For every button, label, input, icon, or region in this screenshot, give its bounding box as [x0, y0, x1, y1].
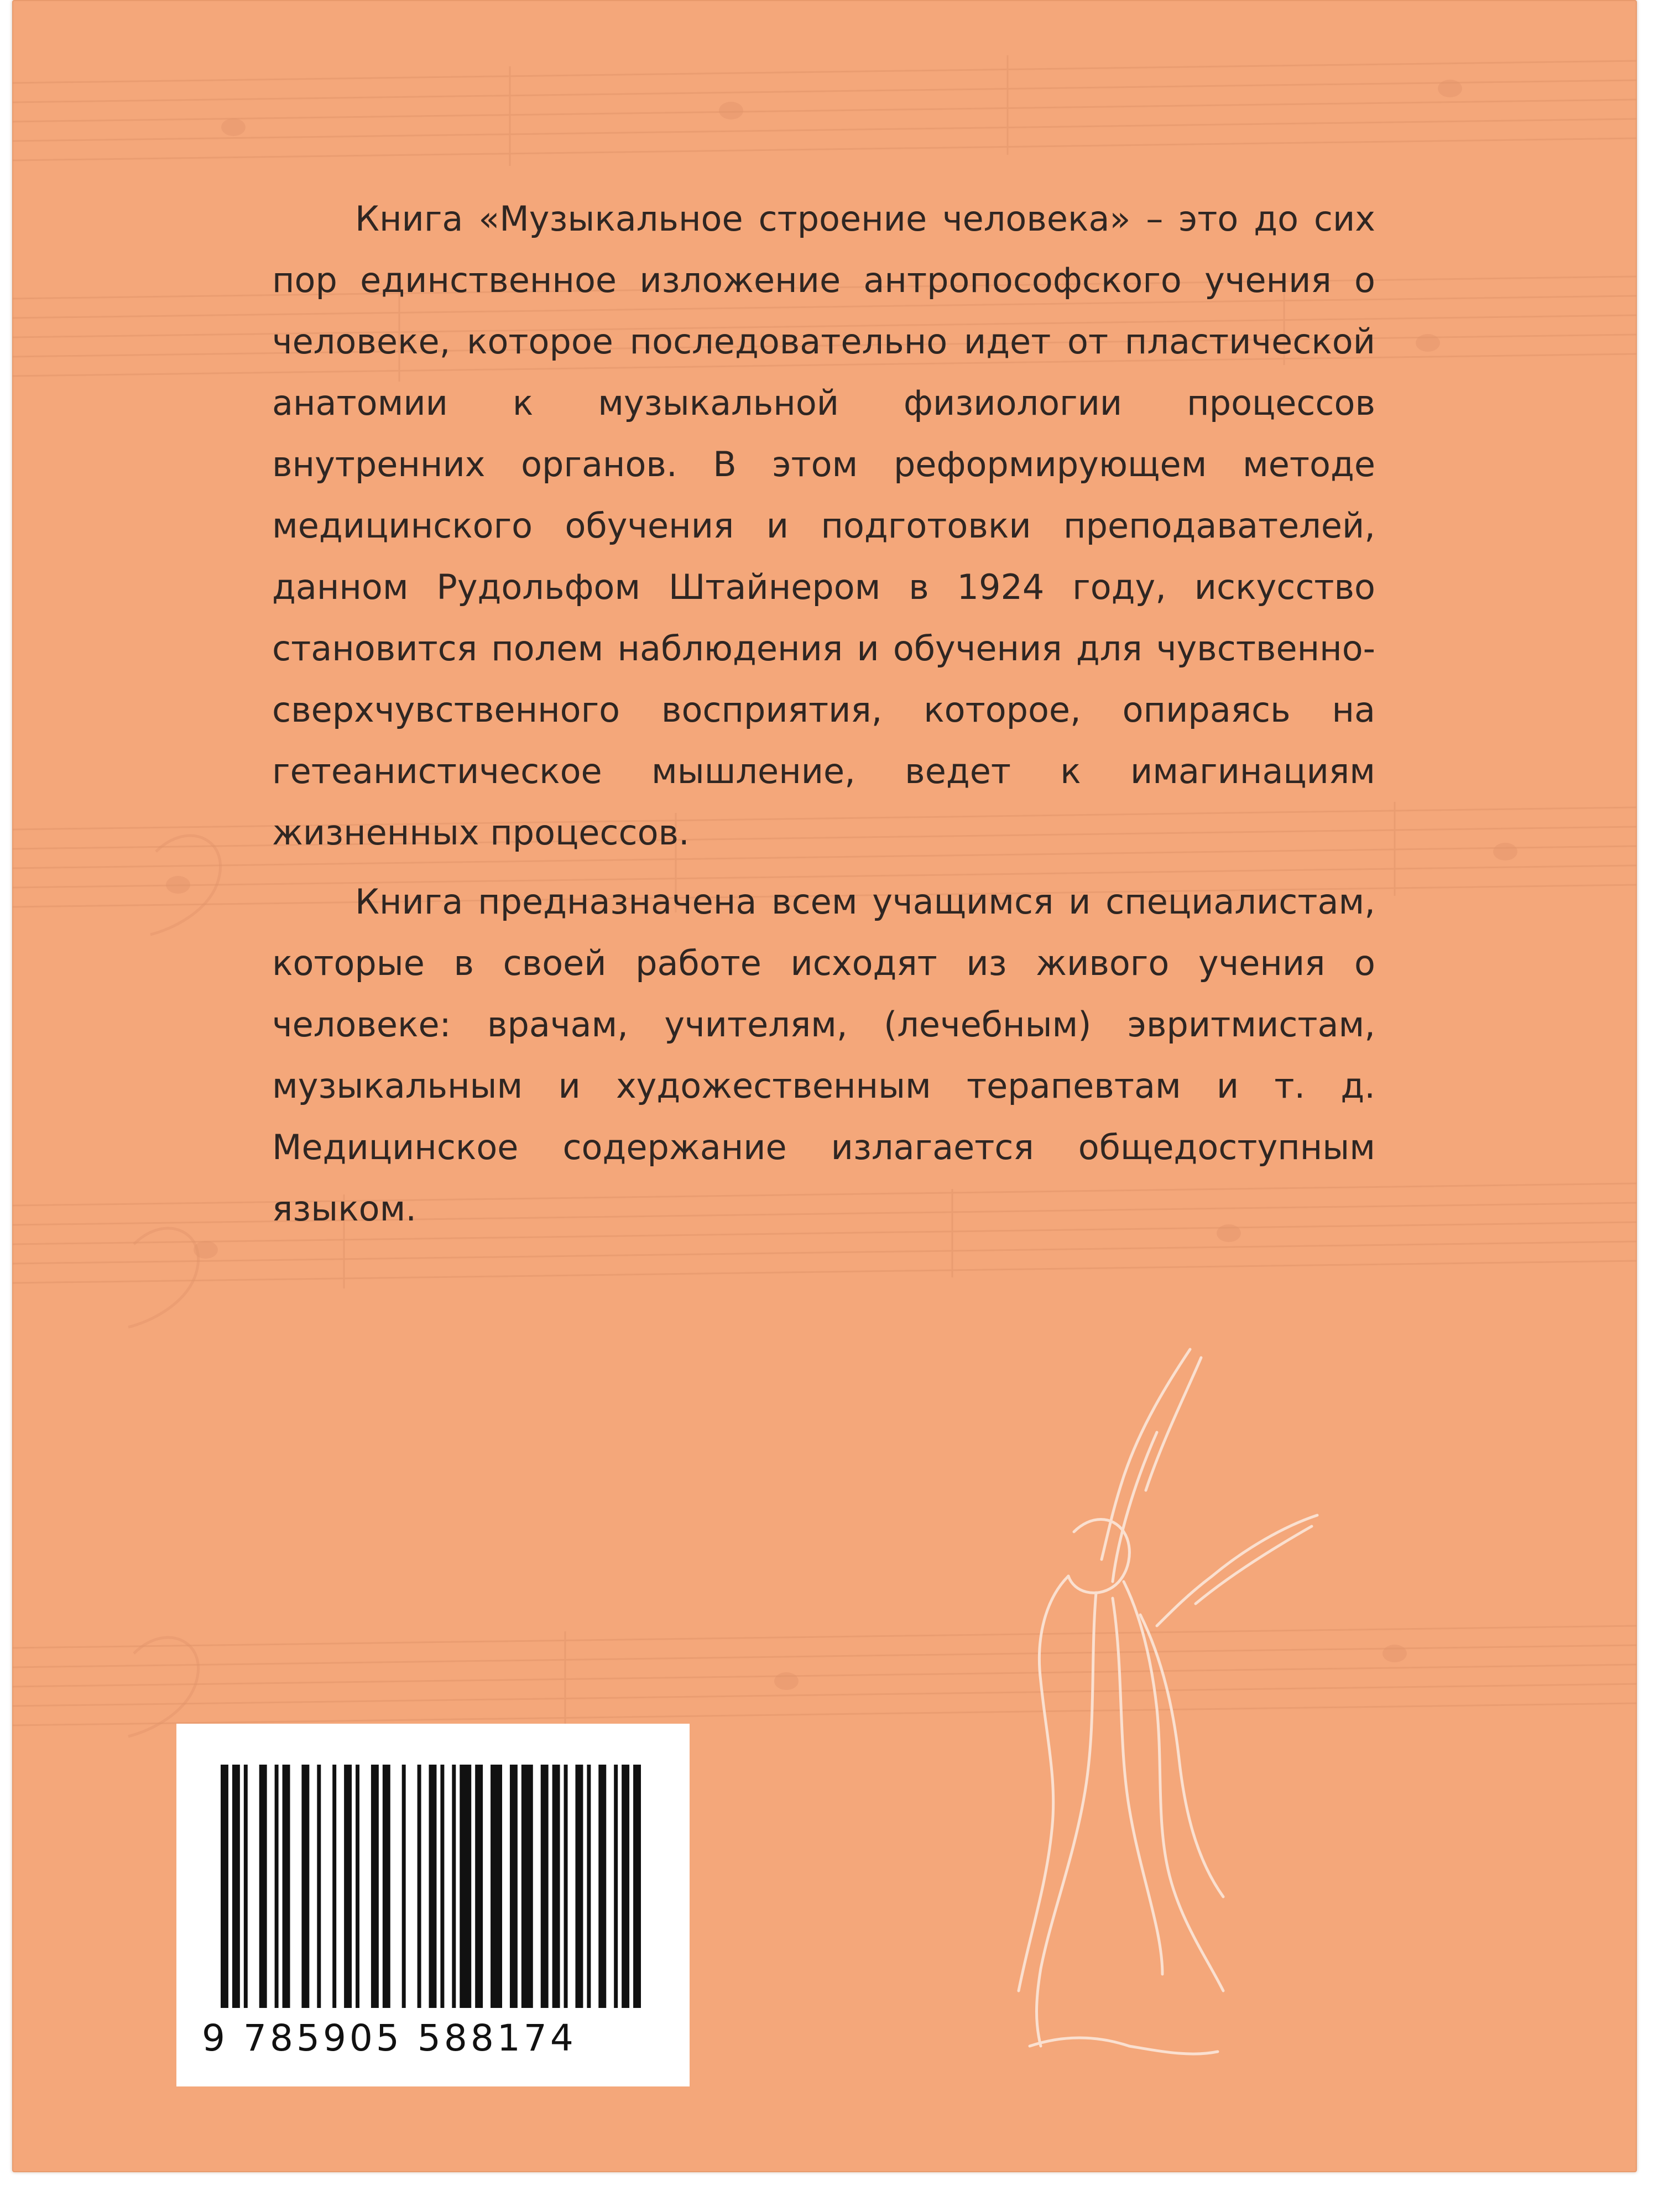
barcode-bar [259, 1765, 267, 2008]
barcode-bar [521, 1765, 533, 2008]
barcode-bar [383, 1765, 390, 2008]
barcode-bar [452, 1765, 456, 2008]
barcode-bar [541, 1765, 549, 2008]
staff-lines-1 [12, 61, 1637, 160]
barcode-bar [575, 1765, 583, 2008]
barcode-bar [587, 1765, 591, 2008]
barcode-panel [176, 1724, 690, 2086]
back-cover [12, 0, 1637, 2172]
barcode-bar [418, 1765, 421, 2008]
barcode-bar [301, 1765, 309, 2008]
barcode-bar [283, 1765, 290, 2008]
description-paragraph-2: Книга предназначена всем учащимся и специалистам, которые в своей работе исходят из живого учения о человеке: врачам, учителям, (лечебным) эвритмистам, музыкальным и художественным терапевтам и т. д. Медицинское содержание излагается общедоступным языком. [272, 881, 1375, 1229]
barcode-bar [491, 1765, 502, 2008]
barcode-bar [440, 1765, 444, 2008]
barcode-bar [460, 1765, 471, 2008]
barcode-bar [232, 1765, 240, 2008]
barcode-bar [429, 1765, 437, 2008]
bass-clefs [128, 836, 221, 1736]
barcode-bar [622, 1765, 629, 2008]
eurythmist-figure-illustration [930, 1327, 1350, 2090]
barcode-bar [475, 1765, 483, 2008]
barcode-bar [402, 1765, 406, 2008]
staff-lines-5 [12, 1626, 1637, 1725]
barcode-bar [344, 1765, 352, 2008]
barcode-bar [244, 1765, 248, 2008]
barcode-bar [633, 1765, 641, 2008]
barcode-bar [332, 1765, 336, 2008]
isbn-number: 9 785905 588174 [202, 2017, 577, 2059]
barcode-bar [564, 1765, 568, 2008]
barcode-bar [275, 1765, 279, 2008]
barcode-bar [317, 1765, 321, 2008]
barcode-bar [371, 1765, 379, 2008]
description-text [272, 188, 1375, 1239]
barcode-bar [221, 1765, 228, 2008]
barcode-bar [552, 1765, 560, 2008]
barcode-bar [614, 1765, 618, 2008]
barcode-bar [598, 1765, 606, 2008]
barcode-bar [356, 1765, 359, 2008]
description-paragraph-1: Книга «Музыкальное строение человека» – это до сих пор единственное изложение антропософского учения о человеке, которое последовательно идет от пластической анатомии к музыкальной физиологии процессов внутренних органов. В этом реформирующем методе медицинского обучения и подготовки преподавателей, данном Рудольфом Штайнером в 1924 году, искусство становится полем наблюдения и обучения для чувственно-сверхчувственного восприятия, которое, опираясь на гетеанистическое мышление, ведет к имагинациям жизненных процессов. [272, 199, 1375, 853]
isbn-barcode [221, 1765, 641, 2008]
barcode-bar [510, 1765, 518, 2008]
